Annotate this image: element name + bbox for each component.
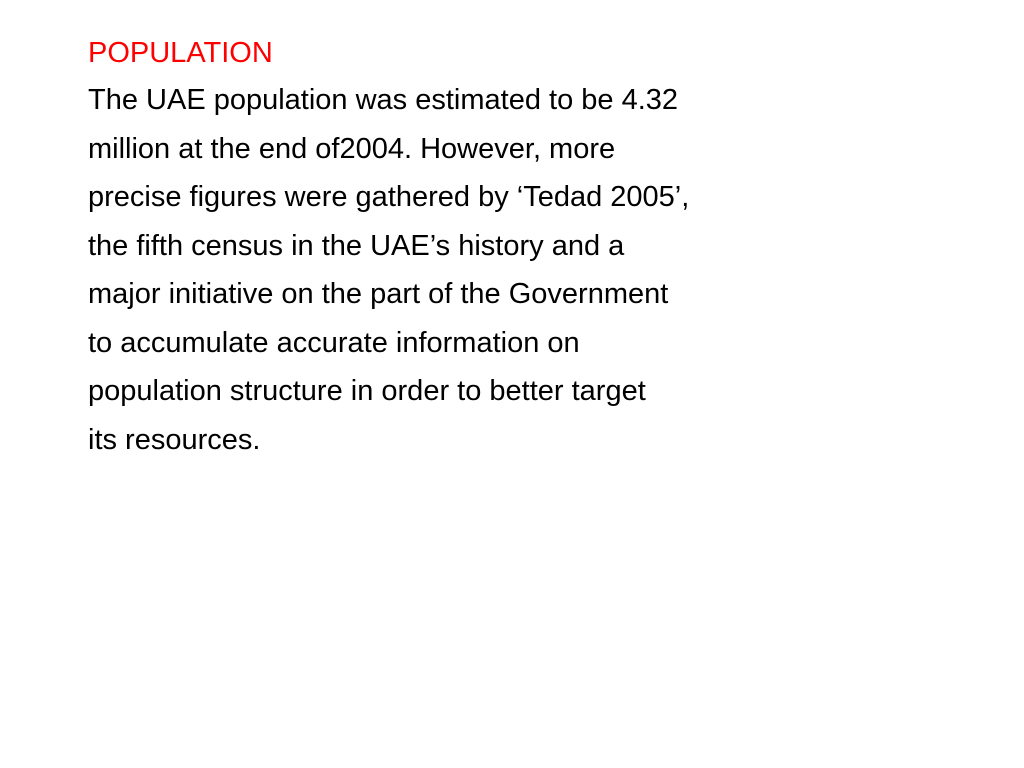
body-line-8: its resources. (88, 423, 261, 456)
body-line-1: The UAE population was estimated to be 4.32 (88, 84, 679, 116)
slide-heading: POPULATION (88, 37, 273, 69)
body-line-3: precise figures were gathered by ‘Tedad 2005’, (88, 181, 690, 213)
body-line-2: million at the end of2004. However, more (88, 132, 616, 165)
body-line-4: the fifth census in the UAE’s history and a (88, 229, 625, 262)
text-block (88, 30, 878, 464)
body-line-6: to accumulate accurate information on (88, 326, 580, 359)
body-line-5: major initiative on the part of the Government (88, 278, 669, 310)
body-line-7: population structure in order to better target (88, 375, 646, 407)
